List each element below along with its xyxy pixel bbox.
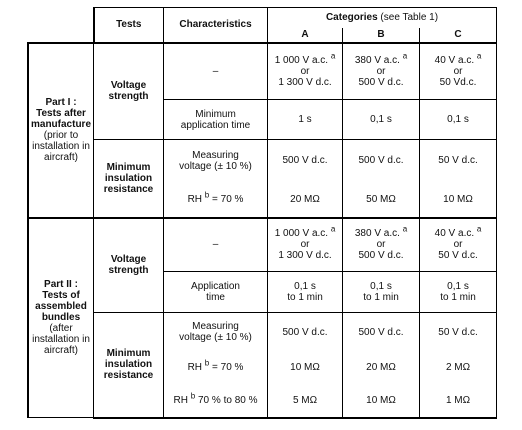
- part2-row1-a: 1 000 V a.c. $^a$ or 1 300 V d.c.: [268, 218, 343, 272]
- part2-rh-70-80: RH $^b$ 70 % to 80 %: [164, 384, 268, 418]
- part1-min-insulation-resistance: Minimum insulation resistance: [94, 140, 164, 218]
- part1-row4-c: 10 MΩ: [420, 182, 497, 218]
- part1-row1-c: 40 V a.c. $^a$ or 50 Vd.c.: [420, 43, 497, 100]
- part2-row5-b: 10 MΩ: [343, 384, 420, 418]
- part1-min-application-time: Minimum application time: [164, 100, 268, 140]
- part2-row1-c: 40 V a.c. $^a$ or 50 V d.c.: [420, 218, 497, 272]
- part1-label: Part I : Tests after manufacture (prior to installation in aircraft): [28, 43, 94, 218]
- part1-row2-c: 0,1 s: [420, 100, 497, 140]
- header-category-b: B: [343, 28, 420, 43]
- part2-measuring-voltage: Measuring voltage (± 10 %): [164, 313, 268, 352]
- header-category-c: C: [420, 28, 497, 43]
- header-category-a: A: [268, 28, 343, 43]
- part2-row3-b: 500 V d.c.: [343, 313, 420, 352]
- part1-row4-b: 50 MΩ: [343, 182, 420, 218]
- part1-voltage-strength: Voltage strength: [94, 43, 164, 140]
- part2-rh-70: RH $^b$ = 70 %: [164, 352, 268, 384]
- part2-row2-a: 0,1 s to 1 min: [268, 272, 343, 313]
- part1-dash: –: [164, 43, 268, 100]
- header-categories: Categories (see Table 1): [268, 8, 497, 28]
- test-requirements-table: [27, 7, 497, 419]
- part1-row1-a: 1 000 V a.c. $^a$ or 1 300 V d.c.: [268, 43, 343, 100]
- part2-min-insulation-resistance: Minimum insulation resistance: [94, 313, 164, 418]
- header-characteristics: Characteristics: [164, 8, 268, 43]
- part2-row2-c: 0,1 s to 1 min: [420, 272, 497, 313]
- corner-cell: [28, 8, 94, 43]
- part2-row4-b: 20 MΩ: [343, 352, 420, 384]
- part1-row3-a: 500 V d.c.: [268, 140, 343, 182]
- part1-row2-a: 1 s: [268, 100, 343, 140]
- part2-application-time: Application time: [164, 272, 268, 313]
- part2-voltage-strength: Voltage strength: [94, 218, 164, 313]
- part2-row5-c: 1 MΩ: [420, 384, 497, 418]
- part2-row1-b: 380 V a.c. $^a$ or 500 V d.c.: [343, 218, 420, 272]
- part2-row2-b: 0,1 s to 1 min: [343, 272, 420, 313]
- part2-label: Part II : Tests of assembled bundles (after installation in aircraft): [28, 218, 94, 418]
- part1-row1-b: 380 V a.c. $^a$ or 500 V d.c.: [343, 43, 420, 100]
- part2-dash: –: [164, 218, 268, 272]
- part1-row2-b: 0,1 s: [343, 100, 420, 140]
- part1-row3-b: 500 V d.c.: [343, 140, 420, 182]
- part2-row4-c: 2 MΩ: [420, 352, 497, 384]
- part1-row4-a: 20 MΩ: [268, 182, 343, 218]
- header-tests: Tests: [94, 8, 164, 43]
- part2-row5-a: 5 MΩ: [268, 384, 343, 418]
- part2-row4-a: 10 MΩ: [268, 352, 343, 384]
- part1-measuring-voltage: Measuring voltage (± 10 %): [164, 140, 268, 182]
- part1-row3-c: 50 V d.c.: [420, 140, 497, 182]
- part2-row3-a: 500 V d.c.: [268, 313, 343, 352]
- part2-row3-c: 50 V d.c.: [420, 313, 497, 352]
- part1-rh: RH $^b$ = 70 %: [164, 182, 268, 218]
